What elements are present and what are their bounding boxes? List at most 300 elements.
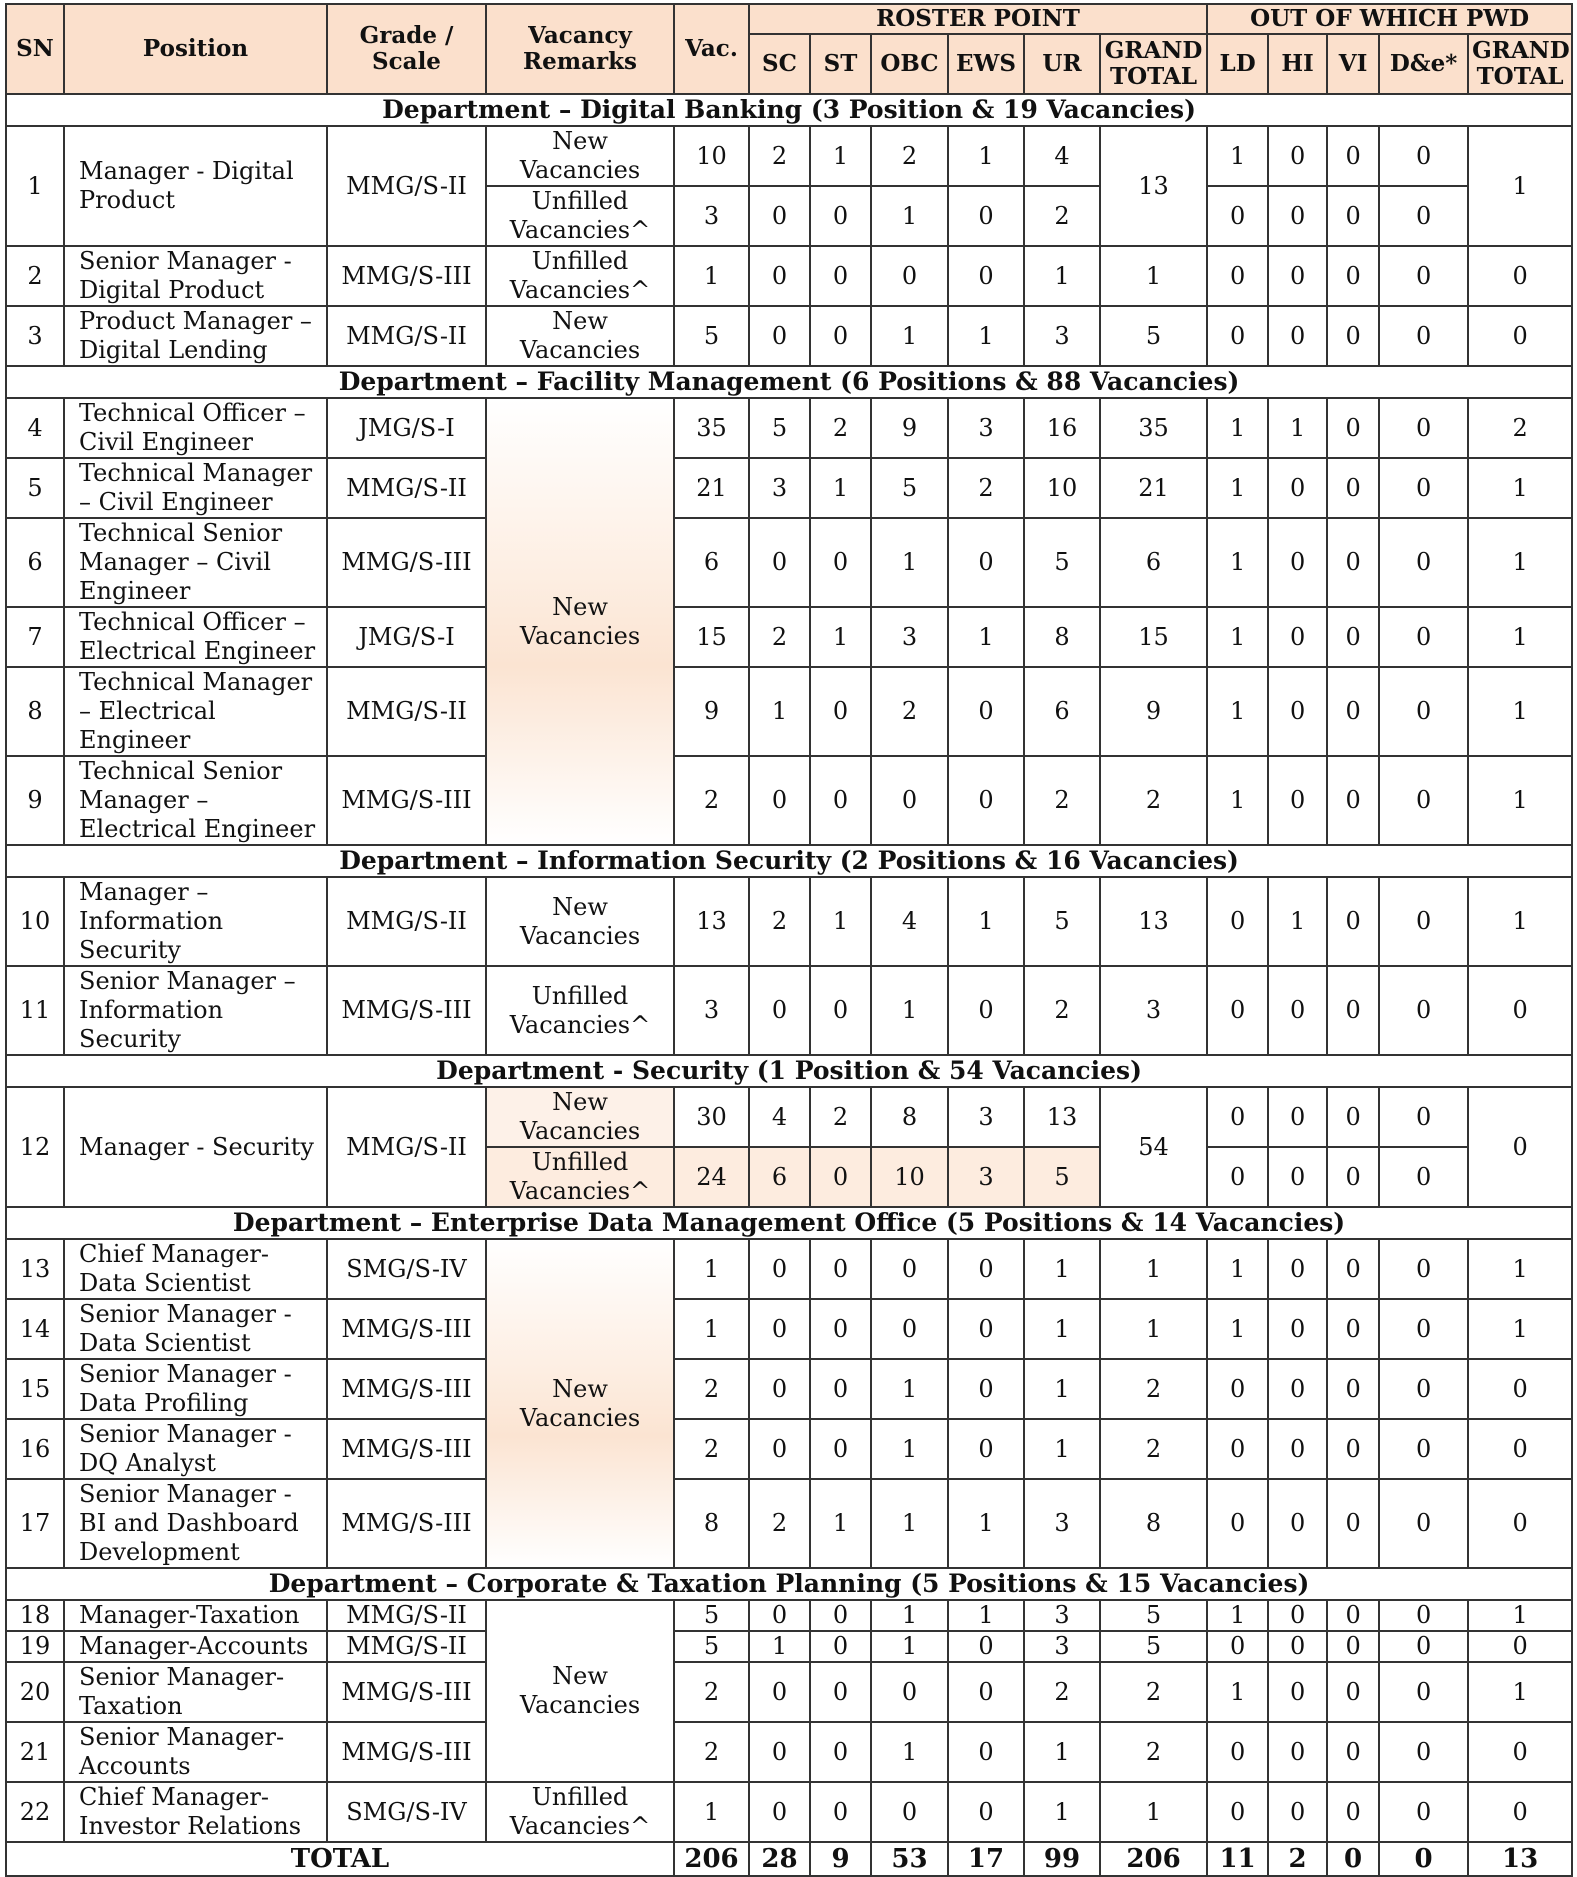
cell-vi: 0 [1327,1600,1379,1631]
cell-grand-total: 5 [1100,1600,1207,1631]
row-sn: 12 [6,1087,64,1207]
cell-obc: 1 [871,186,948,246]
row-sn: 17 [6,1479,64,1568]
cell-vac: 30 [674,1087,749,1147]
cell-ur: 3 [1024,1600,1100,1631]
row-sn: 3 [6,306,64,366]
row-grade: SMG/S-IV [327,1239,486,1299]
row-position: Chief Manager-Data Scientist [64,1239,327,1299]
cell-hi: 0 [1268,1722,1327,1782]
cell-grand-total: 1 [1100,1239,1207,1299]
row-position: Technical Officer – Electrical Engineer [64,607,327,667]
cell-obc: 10 [871,1147,948,1207]
cell-de: 0 [1379,1299,1468,1359]
cell-pwd-total: 0 [1468,306,1572,366]
row-position: Technical Manager – Electrical Engineer [64,667,327,756]
cell-st: 2 [810,1087,871,1147]
cell-hi: 0 [1268,756,1327,845]
cell-de: 0 [1379,1662,1468,1722]
cell-hi: 0 [1268,1359,1327,1419]
cell-ld: 1 [1207,756,1268,845]
cell-ews: 0 [948,667,1024,756]
cell-vac: 15 [674,607,749,667]
cell-ld: 1 [1207,518,1268,607]
cell-pwd-total: 1 [1468,458,1572,518]
cell-sc: 1 [749,667,810,756]
cell-st: 1 [810,1479,871,1568]
cell-st: 0 [810,1239,871,1299]
cell-st: 0 [810,1662,871,1722]
table-row [6,398,1572,458]
col-sn: SN [6,4,64,94]
cell-ur: 1 [1024,1359,1100,1419]
cell-ews: 3 [948,398,1024,458]
cell-ld: 0 [1207,246,1268,306]
cell-st: 0 [810,1359,871,1419]
row-remark: New Vacancies [486,877,674,966]
cell-de: 0 [1379,667,1468,756]
cell-ur: 5 [1024,518,1100,607]
cell-obc: 3 [871,607,948,667]
cell-ld: 0 [1207,1087,1268,1147]
cell-de: 0 [1379,1600,1468,1631]
cell-grand-total: 5 [1100,1631,1207,1662]
cell-hi: 0 [1268,1299,1327,1359]
cell-st: 0 [810,667,871,756]
cell-pwd-total: 0 [1468,1087,1572,1207]
cell-obc: 0 [871,1662,948,1722]
cell-ur: 13 [1024,1087,1100,1147]
cell-vi: 0 [1327,1359,1379,1419]
row-position: Senior Manager- Taxation [64,1662,327,1722]
department-heading: Department – Digital Banking (3 Position & 19 Vacancies) [6,94,1572,126]
row-remark: Unfilled Vacancies^ [486,966,674,1055]
table-row [6,1600,1572,1631]
cell-pwd-total: 1 [1468,667,1572,756]
cell-de: 0 [1379,1087,1468,1147]
row-sn: 14 [6,1299,64,1359]
total-pwd-total: 13 [1468,1842,1572,1876]
cell-vi: 0 [1327,186,1379,246]
total-de: 0 [1379,1842,1468,1876]
col-vi: VI [1327,34,1379,94]
cell-vac: 1 [674,1299,749,1359]
cell-ld: 1 [1207,1299,1268,1359]
cell-sc: 0 [749,1662,810,1722]
cell-st: 0 [810,186,871,246]
cell-sc: 2 [749,607,810,667]
row-grade: MMG/S-II [327,126,486,246]
total-sc: 28 [749,1842,810,1876]
cell-obc: 1 [871,1722,948,1782]
total-row [6,1842,1572,1876]
cell-vi: 0 [1327,1479,1379,1568]
table-row [6,306,1572,366]
cell-hi: 0 [1268,126,1327,186]
col-hi: HI [1268,34,1327,94]
cell-ews: 0 [948,1239,1024,1299]
cell-sc: 0 [749,1359,810,1419]
table-row [6,246,1572,306]
row-position: Technical Officer – Civil Engineer [64,398,327,458]
row-grade: JMG/S-I [327,398,486,458]
total-obc: 53 [871,1842,948,1876]
cell-vac: 2 [674,1722,749,1782]
cell-ld: 0 [1207,1782,1268,1842]
cell-ews: 0 [948,186,1024,246]
table-body [6,94,1572,1876]
cell-vac: 1 [674,1239,749,1299]
cell-grand-total: 15 [1100,607,1207,667]
cell-ld: 0 [1207,1359,1268,1419]
col-sc: SC [749,34,810,94]
cell-vac: 1 [674,246,749,306]
cell-pwd-total: 1 [1468,1600,1572,1631]
cell-vi: 0 [1327,246,1379,306]
cell-ur: 3 [1024,1479,1100,1568]
cell-vi: 0 [1327,667,1379,756]
row-position: Technical Senior Manager – Electrical Engineer [64,756,327,845]
row-position: Chief Manager- Investor Relations [64,1782,327,1842]
cell-sc: 0 [749,756,810,845]
col-obc: OBC [871,34,948,94]
cell-sc: 0 [749,1299,810,1359]
cell-ews: 1 [948,877,1024,966]
cell-obc: 1 [871,518,948,607]
row-remark: Unfilled Vacancies^ [486,186,674,246]
cell-ld: 0 [1207,306,1268,366]
row-grade: MMG/S-III [327,518,486,607]
cell-pwd-total: 1 [1468,607,1572,667]
cell-pwd-total: 1 [1468,518,1572,607]
cell-st: 0 [810,518,871,607]
cell-sc: 2 [749,877,810,966]
row-position: Manager - Security [64,1087,327,1207]
row-sn: 2 [6,246,64,306]
cell-vi: 0 [1327,1631,1379,1662]
total-label: TOTAL [6,1842,674,1876]
cell-de: 0 [1379,246,1468,306]
row-grade: MMG/S-III [327,1662,486,1722]
cell-hi: 0 [1268,966,1327,1055]
cell-sc: 2 [749,1479,810,1568]
cell-de: 0 [1379,756,1468,845]
row-sn: 22 [6,1782,64,1842]
row-grade: MMG/S-III [327,1299,486,1359]
cell-vac: 10 [674,126,749,186]
cell-sc: 0 [749,518,810,607]
table-row [6,1359,1572,1419]
row-grade: MMG/S-II [327,458,486,518]
cell-vi: 0 [1327,306,1379,366]
cell-vac: 2 [674,756,749,845]
table-row [6,1722,1572,1782]
row-sn: 18 [6,1600,64,1631]
cell-obc: 0 [871,246,948,306]
cell-ld: 0 [1207,966,1268,1055]
row-sn: 1 [6,126,64,246]
cell-vac: 5 [674,1600,749,1631]
cell-ur: 1 [1024,1299,1100,1359]
cell-obc: 1 [871,1359,948,1419]
row-sn: 4 [6,398,64,458]
cell-sc: 0 [749,1239,810,1299]
col-ews: EWS [948,34,1024,94]
cell-ur: 2 [1024,186,1100,246]
row-grade: MMG/S-III [327,246,486,306]
table-row [6,518,1572,607]
cell-ur: 2 [1024,756,1100,845]
row-remark: New Vacancies [486,398,674,845]
cell-grand-total: 2 [1100,1722,1207,1782]
row-sn: 11 [6,966,64,1055]
cell-vi: 0 [1327,1782,1379,1842]
cell-hi: 0 [1268,1782,1327,1842]
cell-pwd-total: 1 [1468,877,1572,966]
cell-ur: 2 [1024,1662,1100,1722]
cell-ews: 0 [948,966,1024,1055]
cell-vac: 2 [674,1662,749,1722]
cell-pwd-total: 0 [1468,1722,1572,1782]
cell-hi: 0 [1268,1600,1327,1631]
cell-ews: 1 [948,607,1024,667]
cell-ur: 5 [1024,877,1100,966]
row-sn: 5 [6,458,64,518]
cell-vi: 0 [1327,1299,1379,1359]
cell-pwd-total: 1 [1468,756,1572,845]
cell-obc: 1 [871,1419,948,1479]
cell-obc: 8 [871,1087,948,1147]
cell-de: 0 [1379,458,1468,518]
cell-grand-total: 35 [1100,398,1207,458]
cell-vi: 0 [1327,877,1379,966]
cell-pwd-total: 0 [1468,1479,1572,1568]
row-grade: JMG/S-I [327,607,486,667]
cell-ld: 1 [1207,607,1268,667]
row-position: Senior Manager - Data Profiling [64,1359,327,1419]
table-row [6,458,1572,518]
cell-st: 2 [810,398,871,458]
cell-sc: 2 [749,126,810,186]
cell-obc: 1 [871,306,948,366]
cell-ur: 16 [1024,398,1100,458]
cell-ews: 0 [948,518,1024,607]
cell-de: 0 [1379,1147,1468,1207]
cell-obc: 9 [871,398,948,458]
cell-ur: 10 [1024,458,1100,518]
cell-grand-total: 8 [1100,1479,1207,1568]
cell-hi: 0 [1268,1147,1327,1207]
row-position: Manager – Information Security [64,877,327,966]
cell-st: 0 [810,1600,871,1631]
row-sn: 15 [6,1359,64,1419]
cell-vi: 0 [1327,1147,1379,1207]
cell-pwd-total: 0 [1468,1419,1572,1479]
row-grade: MMG/S-II [327,877,486,966]
cell-ews: 1 [948,1600,1024,1631]
cell-grand-total: 2 [1100,756,1207,845]
cell-grand-total: 13 [1100,877,1207,966]
cell-ews: 3 [948,1147,1024,1207]
cell-vac: 35 [674,398,749,458]
cell-sc: 0 [749,1722,810,1782]
cell-vi: 0 [1327,1239,1379,1299]
cell-hi: 0 [1268,1631,1327,1662]
cell-ur: 5 [1024,1147,1100,1207]
cell-ews: 2 [948,458,1024,518]
cell-ews: 1 [948,306,1024,366]
cell-grand-total: 1 [1100,1782,1207,1842]
cell-vac: 5 [674,306,749,366]
cell-ld: 1 [1207,1239,1268,1299]
cell-sc: 0 [749,186,810,246]
cell-vac: 1 [674,1782,749,1842]
table-row [6,607,1572,667]
row-position: Senior Manager – Information Security [64,966,327,1055]
cell-vi: 0 [1327,126,1379,186]
row-position: Senior Manager- Accounts [64,1722,327,1782]
row-sn: 13 [6,1239,64,1299]
cell-de: 0 [1379,1239,1468,1299]
cell-st: 0 [810,1722,871,1782]
row-sn: 16 [6,1419,64,1479]
row-position: Technical Manager – Civil Engineer [64,458,327,518]
cell-hi: 0 [1268,1087,1327,1147]
cell-vac: 21 [674,458,749,518]
cell-sc: 0 [749,306,810,366]
row-grade: MMG/S-III [327,966,486,1055]
cell-ld: 1 [1207,458,1268,518]
cell-grand-total: 21 [1100,458,1207,518]
cell-st: 0 [810,1782,871,1842]
department-heading: Department – Enterprise Data Management Office (5 Positions & 14 Vacancies) [6,1207,1572,1239]
col-st: ST [810,34,871,94]
row-remark: Unfilled Vacancies^ [486,246,674,306]
row-sn: 19 [6,1631,64,1662]
row-grade: MMG/S-III [327,1479,486,1568]
cell-obc: 2 [871,667,948,756]
cell-hi: 0 [1268,1662,1327,1722]
cell-ews: 0 [948,1631,1024,1662]
cell-hi: 1 [1268,398,1327,458]
cell-ld: 0 [1207,186,1268,246]
cell-pwd-total: 0 [1468,1631,1572,1662]
cell-grand-total: 2 [1100,1359,1207,1419]
cell-ur: 3 [1024,306,1100,366]
col-roster-grand-total: GRAND TOTAL [1100,34,1207,94]
cell-sc: 1 [749,1631,810,1662]
row-position: Senior Manager - BI and Dashboard Development [64,1479,327,1568]
cell-obc: 1 [871,966,948,1055]
cell-st: 0 [810,1147,871,1207]
cell-st: 0 [810,1631,871,1662]
row-sn: 8 [6,667,64,756]
cell-ews: 1 [948,1479,1024,1568]
cell-st: 1 [810,607,871,667]
total-vac: 206 [674,1842,749,1876]
cell-grand-total: 13 [1100,126,1207,246]
cell-st: 0 [810,1299,871,1359]
row-grade: MMG/S-III [327,1359,486,1419]
department-heading: Department – Information Security (2 Positions & 16 Vacancies) [6,845,1572,877]
row-grade: MMG/S-II [327,1600,486,1631]
vacancy-table [5,3,1573,1877]
row-remark: New Vacancies [486,1239,674,1568]
row-remark: New Vacancies [486,1600,674,1782]
cell-grand-total: 3 [1100,966,1207,1055]
cell-vac: 3 [674,186,749,246]
cell-grand-total: 1 [1100,1299,1207,1359]
row-grade: MMG/S-II [327,667,486,756]
row-grade: SMG/S-IV [327,1782,486,1842]
cell-vi: 0 [1327,756,1379,845]
cell-ur: 2 [1024,966,1100,1055]
cell-de: 0 [1379,1782,1468,1842]
cell-ld: 1 [1207,1662,1268,1722]
cell-obc: 0 [871,1299,948,1359]
cell-ld: 1 [1207,126,1268,186]
cell-vi: 0 [1327,398,1379,458]
cell-vac: 8 [674,1479,749,1568]
row-position: Manager - Digital Product [64,126,327,246]
table-row [6,1782,1572,1842]
table-row [6,1662,1572,1722]
cell-hi: 1 [1268,877,1327,966]
total-st: 9 [810,1842,871,1876]
table-row [6,756,1572,845]
cell-vac: 2 [674,1359,749,1419]
cell-ld: 1 [1207,1600,1268,1631]
cell-de: 0 [1379,1479,1468,1568]
cell-vac: 3 [674,966,749,1055]
total-ur: 99 [1024,1842,1100,1876]
cell-de: 0 [1379,1722,1468,1782]
cell-sc: 0 [749,246,810,306]
row-grade: MMG/S-II [327,1087,486,1207]
cell-obc: 0 [871,756,948,845]
cell-de: 0 [1379,518,1468,607]
cell-grand-total: 54 [1100,1087,1207,1207]
cell-obc: 1 [871,1631,948,1662]
table-row [6,1419,1572,1479]
col-grade: Grade / Scale [327,4,486,94]
col-group-roster-point: ROSTER POINT [749,4,1207,34]
cell-st: 0 [810,1419,871,1479]
cell-de: 0 [1379,607,1468,667]
row-grade: MMG/S-III [327,1419,486,1479]
row-remark: New Vacancies [486,306,674,366]
cell-pwd-total: 2 [1468,398,1572,458]
cell-de: 0 [1379,186,1468,246]
cell-grand-total: 6 [1100,518,1207,607]
cell-hi: 0 [1268,246,1327,306]
cell-vac: 24 [674,1147,749,1207]
cell-st: 0 [810,756,871,845]
row-remark: New Vacancies [486,126,674,186]
cell-grand-total: 5 [1100,306,1207,366]
cell-ld: 0 [1207,1722,1268,1782]
department-heading: Department – Corporate & Taxation Planning (5 Positions & 15 Vacancies) [6,1568,1572,1600]
cell-grand-total: 2 [1100,1419,1207,1479]
cell-ews: 0 [948,1782,1024,1842]
cell-obc: 4 [871,877,948,966]
cell-sc: 3 [749,458,810,518]
cell-ur: 1 [1024,1419,1100,1479]
cell-sc: 0 [749,966,810,1055]
row-sn: 6 [6,518,64,607]
cell-sc: 4 [749,1087,810,1147]
table-row [6,1479,1572,1568]
